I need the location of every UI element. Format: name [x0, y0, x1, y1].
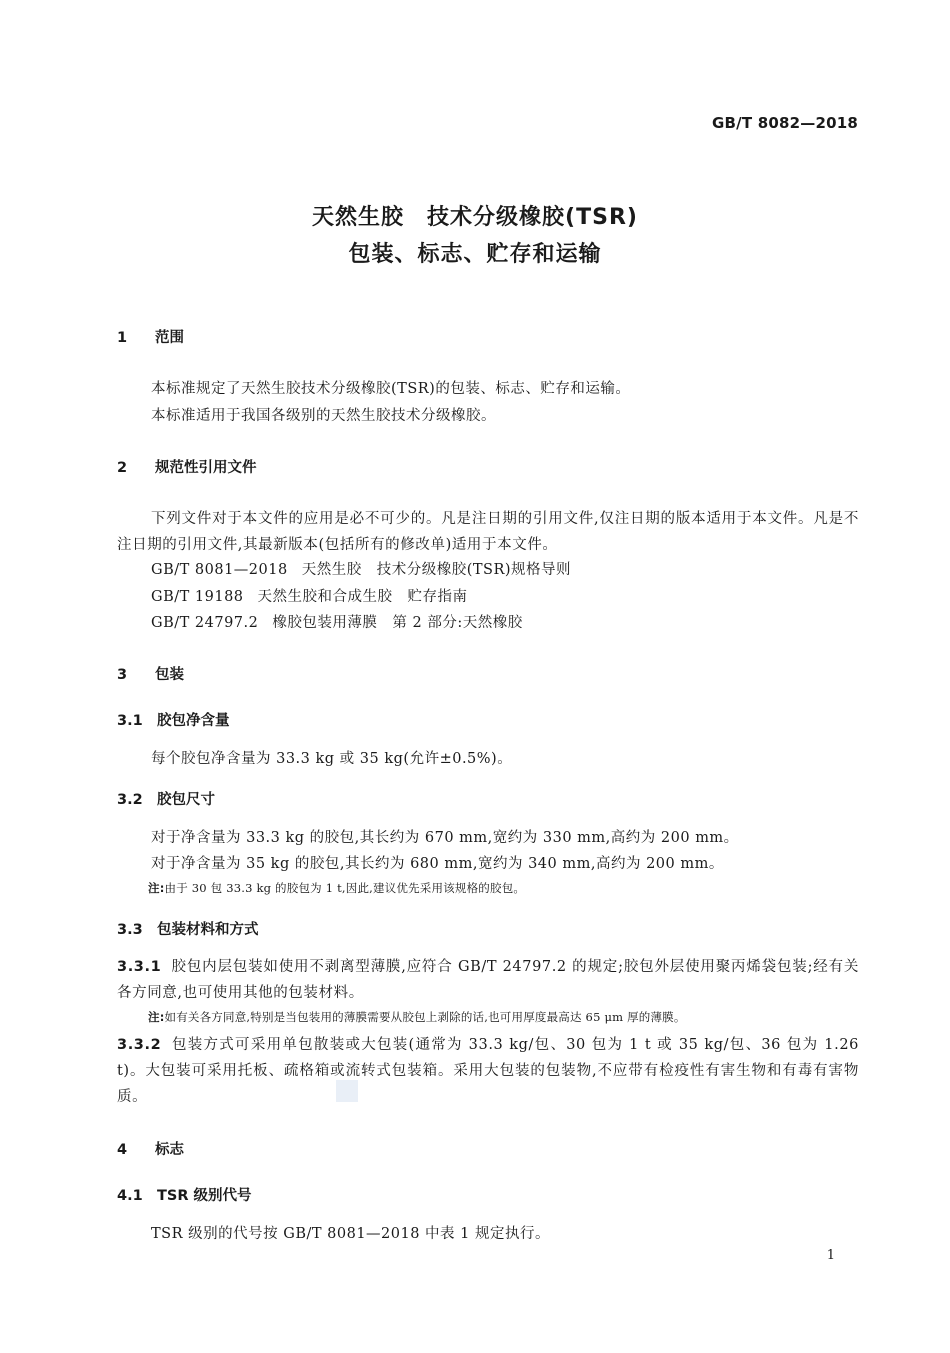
note-label: 注: [148, 881, 165, 895]
subsection-3-2-note [148, 880, 525, 896]
subsection-number: 4.1 [117, 1188, 143, 1204]
section-title: 规范性引用文件 [155, 460, 257, 476]
page-number: 1 [826, 1248, 835, 1263]
section-number: 2 [117, 460, 128, 476]
subsection-number: 3.2 [117, 792, 143, 808]
subsection-number: 3.1 [117, 713, 143, 729]
subsection-number: 3.3 [117, 922, 143, 938]
note-text: 如有关各方同意,特别是当包装用的薄膜需要从胶包上剥除的话,也可用厚度最高达 65 μm 厚的薄膜。 [164, 1010, 686, 1024]
document-title-line1: 天然生胶 技术分级橡胶(TSR) [312, 205, 638, 230]
clause-text: 包装方式可采用单包散装或大包装(通常为 33.3 kg/包、30 包为 1 t 或 35 kg/包、36 包为 1.26 t)。大包装可采用托板、疏格箱或流转式包装箱。采用大包装的包装物,不应带有检疫性有害生物和有毒有害物质。 [117, 1037, 859, 1105]
reference-code: GB/T 8081—2018 [151, 562, 288, 578]
subsection-4-1-heading [117, 1184, 252, 1205]
reference-title: 橡胶包装用薄膜 第 2 部分:天然橡胶 [272, 615, 523, 631]
section-1-heading [117, 326, 184, 347]
section-1-paragraph-1: 本标准规定了天然生胶技术分级橡胶(TSR)的包装、标志、贮存和运输。 [151, 381, 631, 397]
section-title: 范围 [155, 330, 184, 346]
section-3-heading [117, 663, 184, 684]
subsection-title: 包装材料和方式 [157, 922, 259, 938]
reference-code: GB/T 24797.2 [151, 615, 259, 631]
document-title-line2: 包装、标志、贮存和运输 [348, 242, 602, 267]
section-2-heading [117, 456, 257, 477]
subsection-title: 胶包净含量 [157, 713, 230, 729]
subsection-3-1-heading [117, 709, 230, 730]
section-number: 3 [117, 667, 128, 683]
subsection-4-1-paragraph: TSR 级别的代号按 GB/T 8081—2018 中表 1 规定执行。 [151, 1226, 550, 1242]
subsection-3-2-heading [117, 788, 215, 809]
section-title: 标志 [155, 1142, 184, 1158]
subsection-3-2-paragraph-2: 对于净含量为 35 kg 的胶包,其长约为 680 mm,宽约为 340 mm,高约为 200 mm。 [151, 856, 724, 872]
note-text: 由于 30 包 33.3 kg 的胶包为 1 t,因此,建议优先采用该规格的胶包。 [164, 881, 526, 895]
watermark-stamp [336, 1080, 358, 1102]
subsection-title: TSR 级别代号 [157, 1188, 252, 1204]
clause-3-3-2 [117, 1032, 859, 1110]
reference-item [151, 558, 571, 579]
clause-number: 3.3.1 [117, 959, 162, 975]
clause-text: 胶包内层包装如使用不剥离型薄膜,应符合 GB/T 24797.2 的规定;胶包外层使用聚丙烯袋包装;经有关各方同意,也可使用其他的包装材料。 [117, 959, 859, 1001]
section-1-paragraph-2: 本标准适用于我国各级别的天然生胶技术分级橡胶。 [151, 408, 496, 424]
subsection-3-2-paragraph-1: 对于净含量为 33.3 kg 的胶包,其长约为 670 mm,宽约为 330 mm,高约为 200 mm。 [151, 830, 739, 846]
reference-code: GB/T 19188 [151, 589, 244, 605]
reference-title: 天然生胶 技术分级橡胶(TSR)规格导则 [301, 562, 572, 578]
reference-title: 天然生胶和合成生胶 贮存指南 [257, 589, 468, 605]
subsection-3-3-heading [117, 918, 259, 939]
clause-3-3-1 [117, 954, 859, 1006]
subsection-3-1-paragraph: 每个胶包净含量为 33.3 kg 或 35 kg(允许±0.5%)。 [151, 751, 513, 767]
note-label: 注: [148, 1010, 165, 1024]
reference-item [151, 611, 523, 632]
section-number: 4 [117, 1142, 128, 1158]
clause-number: 3.3.2 [117, 1037, 162, 1053]
standard-code: GB/T 8082—2018 [712, 114, 858, 132]
section-title: 包装 [155, 667, 184, 683]
subsection-title: 胶包尺寸 [157, 792, 215, 808]
reference-item [151, 585, 468, 606]
subsection-3-3-note [148, 1009, 686, 1025]
section-2-intro: 下列文件对于本文件的应用是必不可少的。凡是注日期的引用文件,仅注日期的版本适用于本文件。凡是不注日期的引用文件,其最新版本(包括所有的修改单)适用于本文件。 [117, 511, 859, 553]
section-4-heading [117, 1138, 184, 1159]
section-number: 1 [117, 330, 128, 346]
